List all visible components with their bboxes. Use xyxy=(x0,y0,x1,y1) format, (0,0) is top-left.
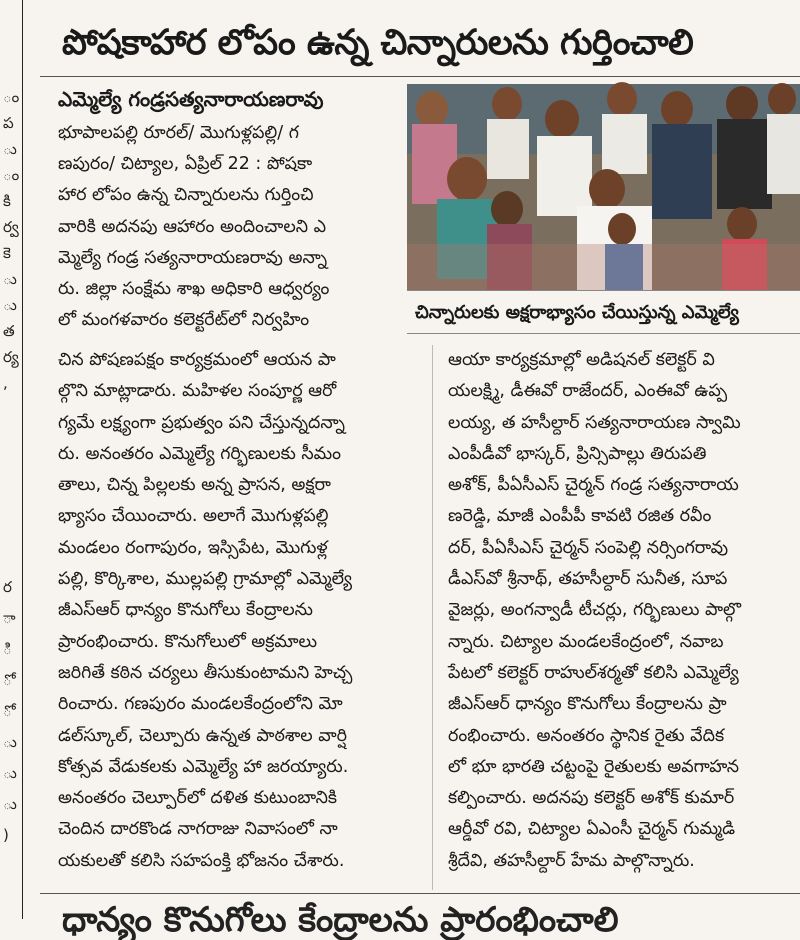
strip-character: ి xyxy=(3,640,12,658)
photo-illustration xyxy=(407,84,800,290)
article-line: వైజర్లు, అంగన్వాడీ టీచర్లు, గర్భిణులు పాల్గొ xyxy=(448,600,742,621)
article-line: ఎంపీడీవో భాస్కర్, ప్రిన్సిపాల్లు తిరుపతి xyxy=(448,443,707,464)
article-line: డల్‌స్కూల్, చెల్పూరు ఉన్నత పాఠశాల వార్షి xyxy=(58,725,347,746)
strip-character: ా xyxy=(3,609,16,627)
headline-divider xyxy=(40,76,800,77)
article-line: భ్యాసం చేయించారు. అలాగే మొగుళ్లపల్లి xyxy=(58,506,329,527)
article-line: దర్, పీఏసీఎస్ చైర్మన్ సంపెల్లి నర్సింగరావు xyxy=(448,537,729,558)
article-line: భూపాలపల్లి రూరల్/ మొగుళ్లపల్లి/ గ xyxy=(58,123,299,143)
article-line: న్నారు. చిట్యాల మండలకేంద్రంలో, నవాబ xyxy=(448,631,724,652)
next-headline-text: ధాన్యం కొనుగోలు కేంద్రాలను ప్రారంభించాలి xyxy=(62,900,619,940)
news-photo xyxy=(407,84,800,290)
bottom-divider xyxy=(40,893,800,894)
photo-caption: చిన్నారులకు అక్షరాభ్యాసం చేయిస్తున్న ఎమ్మెల్యే xyxy=(407,290,800,334)
strip-character: ో xyxy=(3,702,12,720)
strip-character: కి xyxy=(3,192,11,210)
article-line: రు. అనంతరం ఎమ్మెల్యే గర్భిణులకు సీమం xyxy=(58,443,342,464)
article-line: అశోక్, పీఏసీఎస్ చైర్మన్ గండ్ర సత్యనారాయ xyxy=(448,475,739,496)
strip-character: ర్వ xyxy=(3,218,19,236)
strip-character: , xyxy=(3,374,8,392)
strip-character: ర్య xyxy=(3,348,19,366)
article-line: లయ్య, త హసీల్దార్ సత్యనారాయణ స్వామి xyxy=(448,412,741,433)
article-line: జీఎస్‌ఆర్ ధాన్యం కొనుగోలు కేంద్రాలను xyxy=(58,600,313,621)
strip-character: ో xyxy=(3,671,12,689)
strip-character: ప xyxy=(3,114,14,132)
article-line: హార లోపం ఉన్న చిన్నారులను గుర్తించి xyxy=(58,185,314,206)
strip-character: ం xyxy=(3,88,20,106)
article-line: జీఎస్‌ఆర్ ధాన్యం కొనుగోలు కేంద్రాలను ప్రా xyxy=(448,694,727,715)
article-line: కల్పించారు. అదనపు కలెక్టర్ అశోక్ కుమార్ xyxy=(448,788,735,809)
article-line: ణరెడ్డి, మాజీ ఎంపీపీ కావటి రజిత రవీం xyxy=(448,506,712,527)
byline: ఎమ్మెల్యే గండ్రసత్యనారాయణరావు xyxy=(58,87,324,111)
strip-character: ు xyxy=(3,140,17,158)
strip-character: ర xyxy=(3,578,12,596)
article-line: ఆర్డీవో రవి, చిట్యాల ఏఎంసీ చైర్మన్ గుమ్మడి xyxy=(448,819,736,840)
article-line: ప్రారంభించారు. కొనుగోలులో అక్రమాలు xyxy=(58,631,318,652)
article-line: లో భూ భారతి చట్టంపై రైతులకు అవగాహన xyxy=(448,756,740,777)
article-line: రంభించారు. అనంతరం స్థానిక రైతు వేదిక xyxy=(448,725,725,746)
article-line: మ్మెల్యే గండ్ర సత్యనారాయణరావు అన్నా xyxy=(58,247,328,268)
article-line: చిన పోషణపక్షం కార్యక్రమంలో ఆయన పా xyxy=(58,350,336,370)
strip-character: ు xyxy=(3,733,17,751)
article-line: రించారు. గణపురం మండలకేంద్రంలోని మో xyxy=(58,694,343,715)
article-line: అనంతరం చెల్పూర్‌లో దళిత కుటుంబానికి xyxy=(58,788,337,809)
next-article-headline xyxy=(62,900,800,940)
article-column-1-bottom xyxy=(58,345,418,877)
article-line: యలక్ష్మి, డీఈవో రాజేందర్, ఎంఈవో ఉప్ప xyxy=(448,381,728,402)
article-line: రు. జిల్లా సంక్షేమ శాఖ అధికారి ఆధ్వర్యం xyxy=(58,278,330,299)
article-line: శ్రీదేవి, తహసీల్దార్ హేమ పాల్గొన్నారు. xyxy=(448,850,695,871)
article-line: వారికి అదనపు ఆహారం అందించాలని ఎ xyxy=(58,216,327,237)
adjacent-column-strip xyxy=(0,0,23,919)
article-line: కోత్సవ వేడుకలకు ఎమ్మెల్యే హా జరయ్యారు. xyxy=(58,756,349,777)
article-line: ఆయా కార్యక్రమాల్లో అడిషనల్ కలెక్టర్ వి xyxy=(448,350,715,370)
article-line: గ్యమే లక్ష్యంగా ప్రభుత్వం పని చేస్తున్నదన్నా xyxy=(58,412,345,433)
strip-character: ు xyxy=(3,795,17,813)
strip-character: ం xyxy=(3,166,20,184)
article-line: తాలు, చిన్న పిల్లలకు అన్న ప్రాసన, అక్షరా xyxy=(58,475,331,496)
headline: పోషకాహార లోపం ఉన్న చిన్నారులను గుర్తించాలి xyxy=(62,23,694,63)
strip-character: ు xyxy=(3,764,17,782)
article-line: పల్లి, కొర్కిశాల, ముల్లపల్లి గ్రామాల్లో ఎమ్మెల్యే xyxy=(58,569,353,590)
article-line: యకులతో కలిసి సహపంక్తి భోజనం చేశారు. xyxy=(58,850,345,871)
column-divider xyxy=(432,345,433,890)
article-column-2 xyxy=(448,345,800,877)
article-line: పేటలో కలెక్టర్ రాహుల్‌శర్మతో కలిసి ఎమ్మెల్యే xyxy=(448,662,739,683)
strip-character: ు xyxy=(3,270,17,288)
article-line: లో మంగళవారం కలెక్టరేట్‌లో నిర్వహిం xyxy=(58,310,310,331)
article-line: చెందిన దారకొండ నాగరాజు నివాసంలో నా xyxy=(58,819,338,840)
article-line: ణపురం/ చిట్యాల, ఏప్రిల్ 22 : పోషకా xyxy=(58,154,313,175)
strip-character: ు xyxy=(3,296,17,314)
article-line: ల్గొని మాట్లాడారు. మహిళల సంపూర్ణ ఆరో xyxy=(58,381,337,402)
strip-character: త xyxy=(3,322,15,340)
article-line: మండలం రంగాపురం, ఇస్సిపేట, మొగుళ్ల xyxy=(58,537,328,558)
article-column-1-top xyxy=(58,118,403,336)
strip-character: కె xyxy=(3,244,11,262)
article-line: జరిగితే కఠిన చర్యలు తీసుకుంటామని హెచ్చ xyxy=(58,662,353,683)
article-line: డీఎస్‌వో శ్రీనాథ్, తహసీల్దార్ సునీత, సూప xyxy=(448,569,728,590)
strip-character: ) xyxy=(3,826,9,844)
